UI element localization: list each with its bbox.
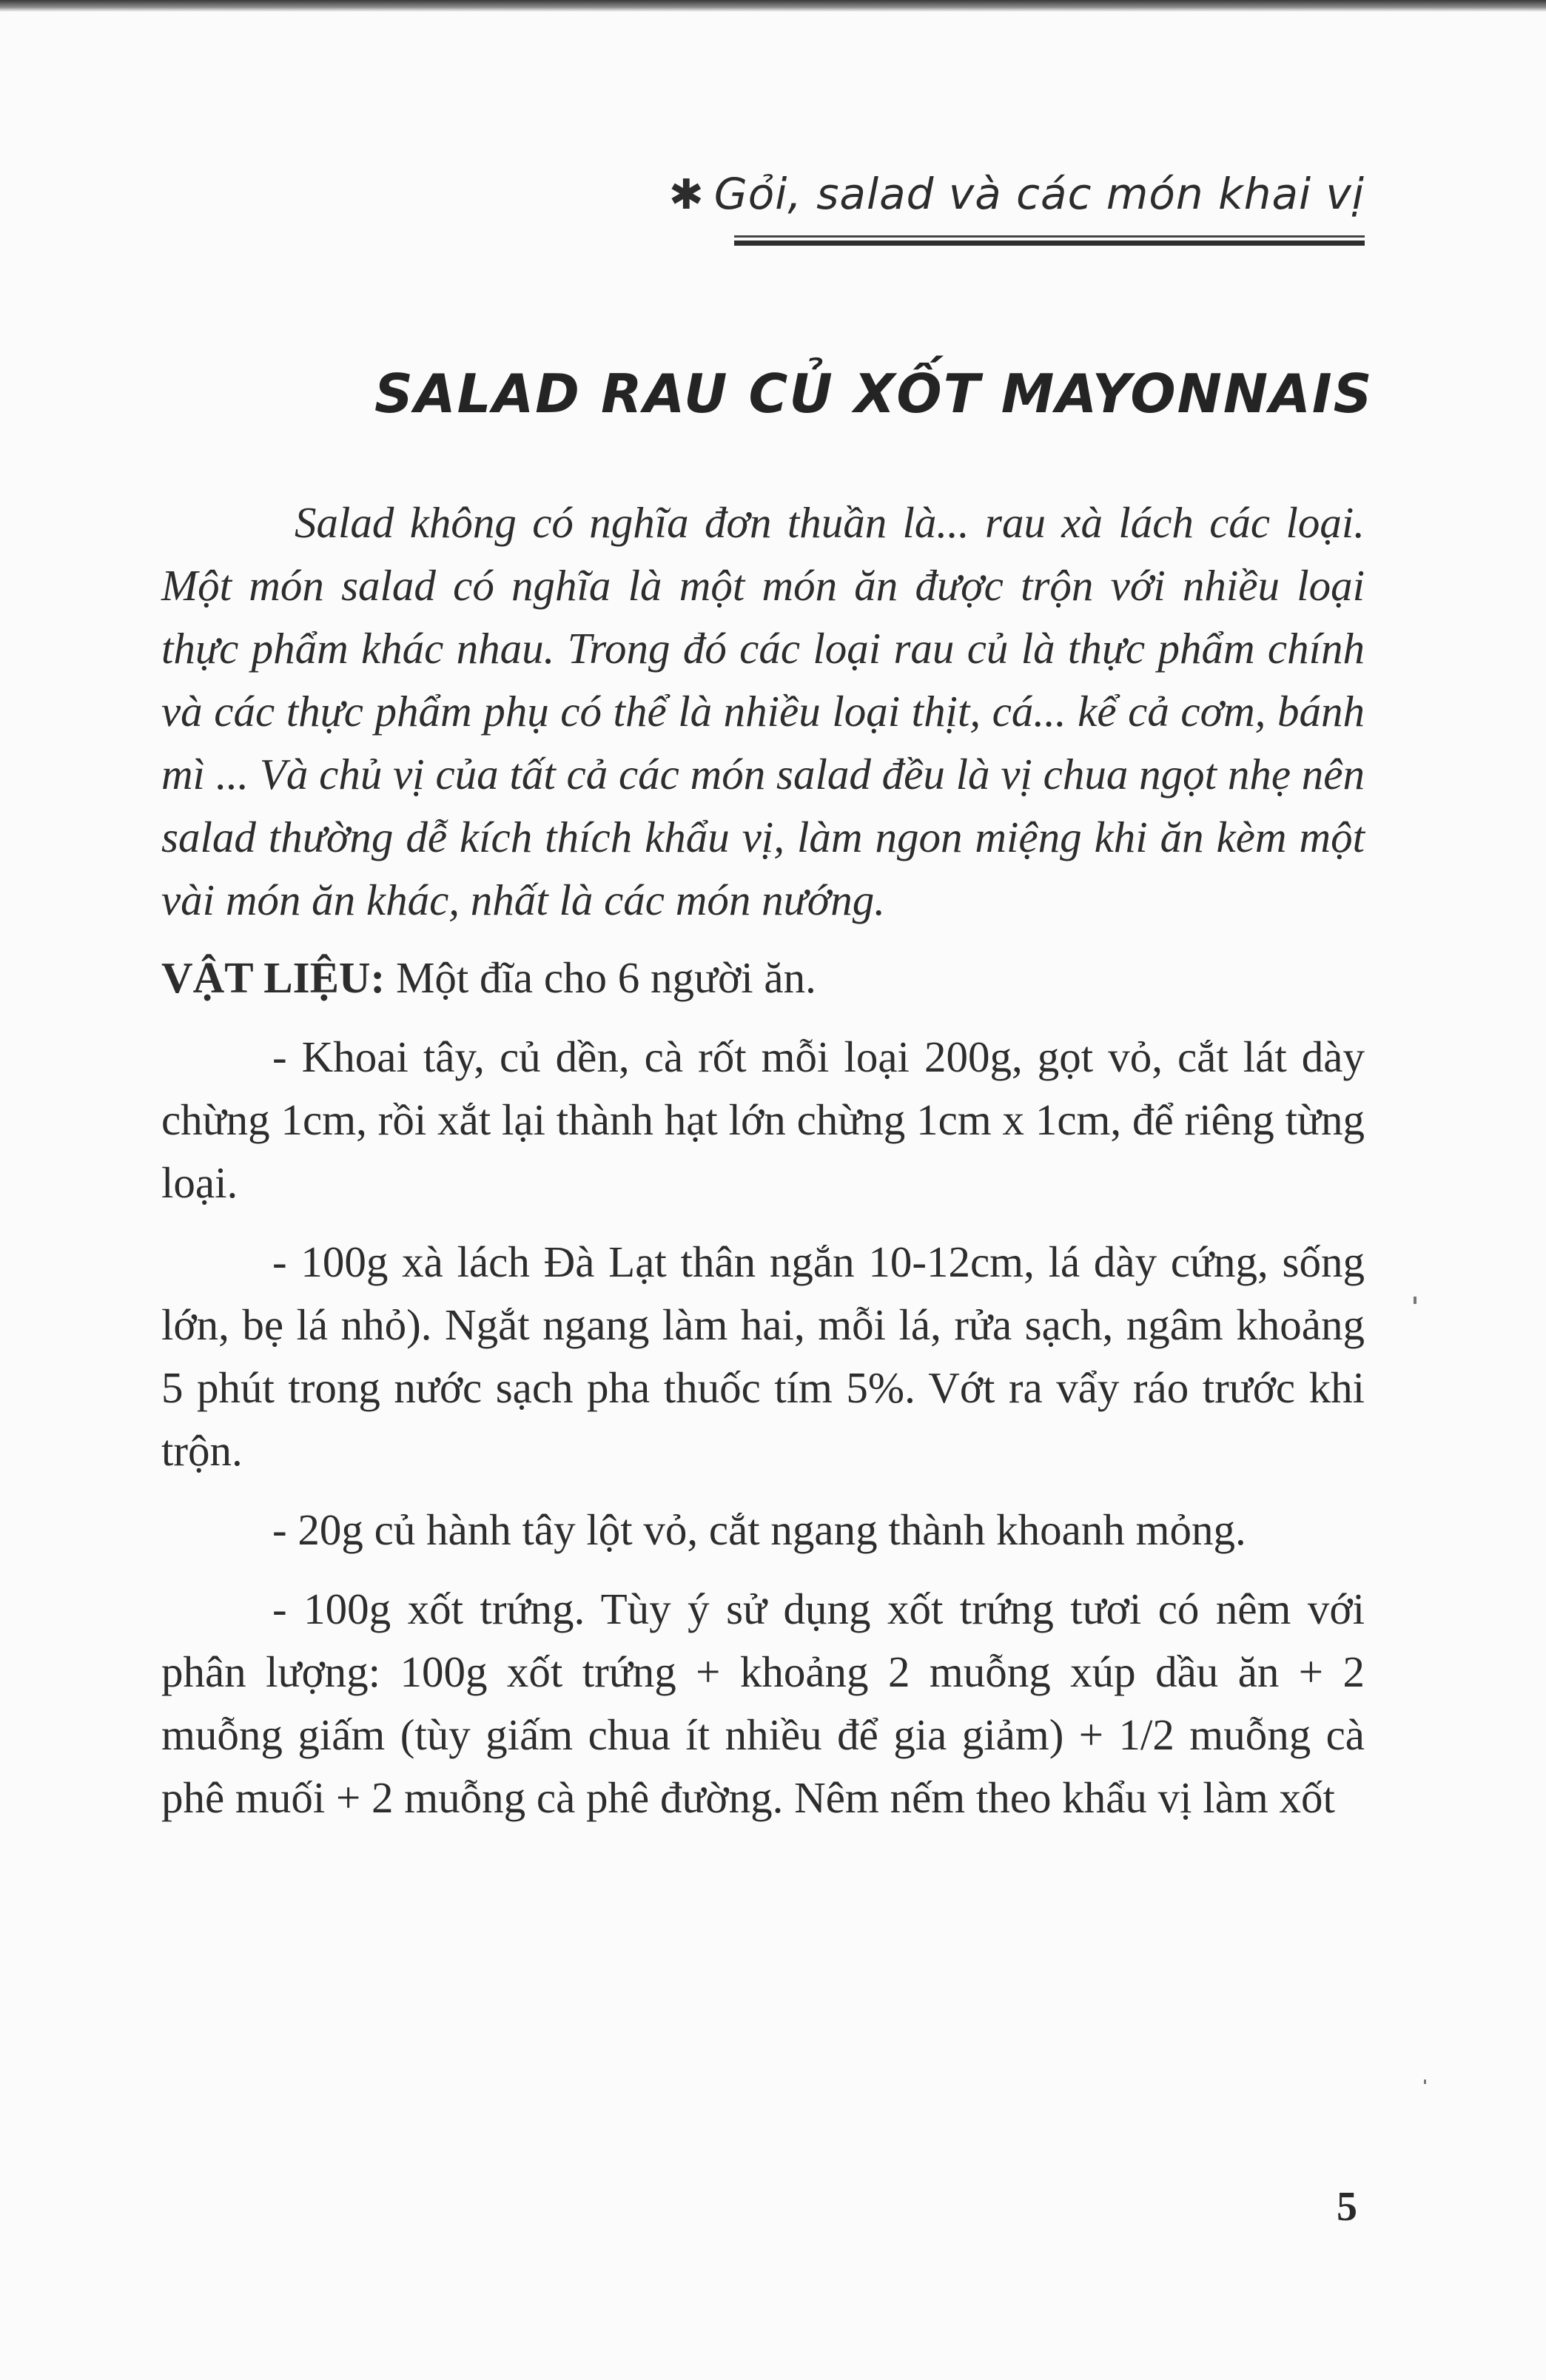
scan-speck xyxy=(1414,1297,1416,1304)
page-number: 5 xyxy=(1337,2184,1357,2230)
section-title: Gỏi, salad và các món khai vị xyxy=(713,169,1365,219)
star-icon: ✱ xyxy=(668,171,704,219)
serving-text: Một đĩa cho 6 người ăn. xyxy=(395,953,816,1002)
body-text xyxy=(161,491,1365,1829)
intro-paragraph: Salad không có nghĩa đơn thuần là... rau xà lách các loại. Một món salad có nghĩa là một món ăn được trộn với nhiều loại thực phẩm khác nhau. Trong đó các loại rau củ là thực phẩm chính và các thực phẩm phụ có thể là nhiều loại thịt, cá... kể cả cơm, bánh mì ... Và chủ vị của tất cả các món salad đều là vị chua ngọt nhẹ nên salad thường dễ kích thích khẩu vị, làm ngon miệng khi ăn kèm một vài món ăn khác, nhất là các món nướng. xyxy=(161,498,1365,924)
recipe-title: SALAD RAU CỦ XỐT MAYONNAIS xyxy=(374,363,1374,425)
ingredient-item: - 100g xốt trứng. Tùy ý sử dụng xốt trứng tươi có nêm với phân lượng: 100g xốt trứng + khoảng 2 muỗng xúp dầu ăn + 2 muỗng giấm (tùy giấm chua ít nhiều để gia giảm) + 1/2 muỗng cà phê muối + 2 muỗng cà phê đường. Nêm nếm theo khẩu vị làm xốt xyxy=(161,1584,1365,1822)
running-header xyxy=(669,169,1365,219)
ingredients-line xyxy=(161,947,1365,1009)
scan-speck xyxy=(1424,2080,1426,2084)
ingredients-label: VẬT LIỆU: xyxy=(161,953,386,1002)
book-page xyxy=(161,0,1374,2380)
ingredient-item: - 100g xà lách Đà Lạt thân ngắn 10-12cm, lá dày cứng, sống lớn, bẹ lá nhỏ). Ngắt ngang làm hai, mỗi lá, rửa sạch, ngâm khoảng 5 phút trong nước sạch pha thuốc tím 5%. Vớt ra vẩy ráo trước khi trộn. xyxy=(161,1237,1365,1475)
ingredient-item: - Khoai tây, củ dền, cà rốt mỗi loại 200g, gọt vỏ, cắt lát dày chừng 1cm, rồi xắt lại thành hạt lớn chừng 1cm x 1cm, để riêng từng loại. xyxy=(161,1032,1365,1207)
header-rule xyxy=(734,235,1365,246)
ingredient-item: - 20g củ hành tây lột vỏ, cắt ngang thành khoanh mỏng. xyxy=(272,1505,1246,1554)
